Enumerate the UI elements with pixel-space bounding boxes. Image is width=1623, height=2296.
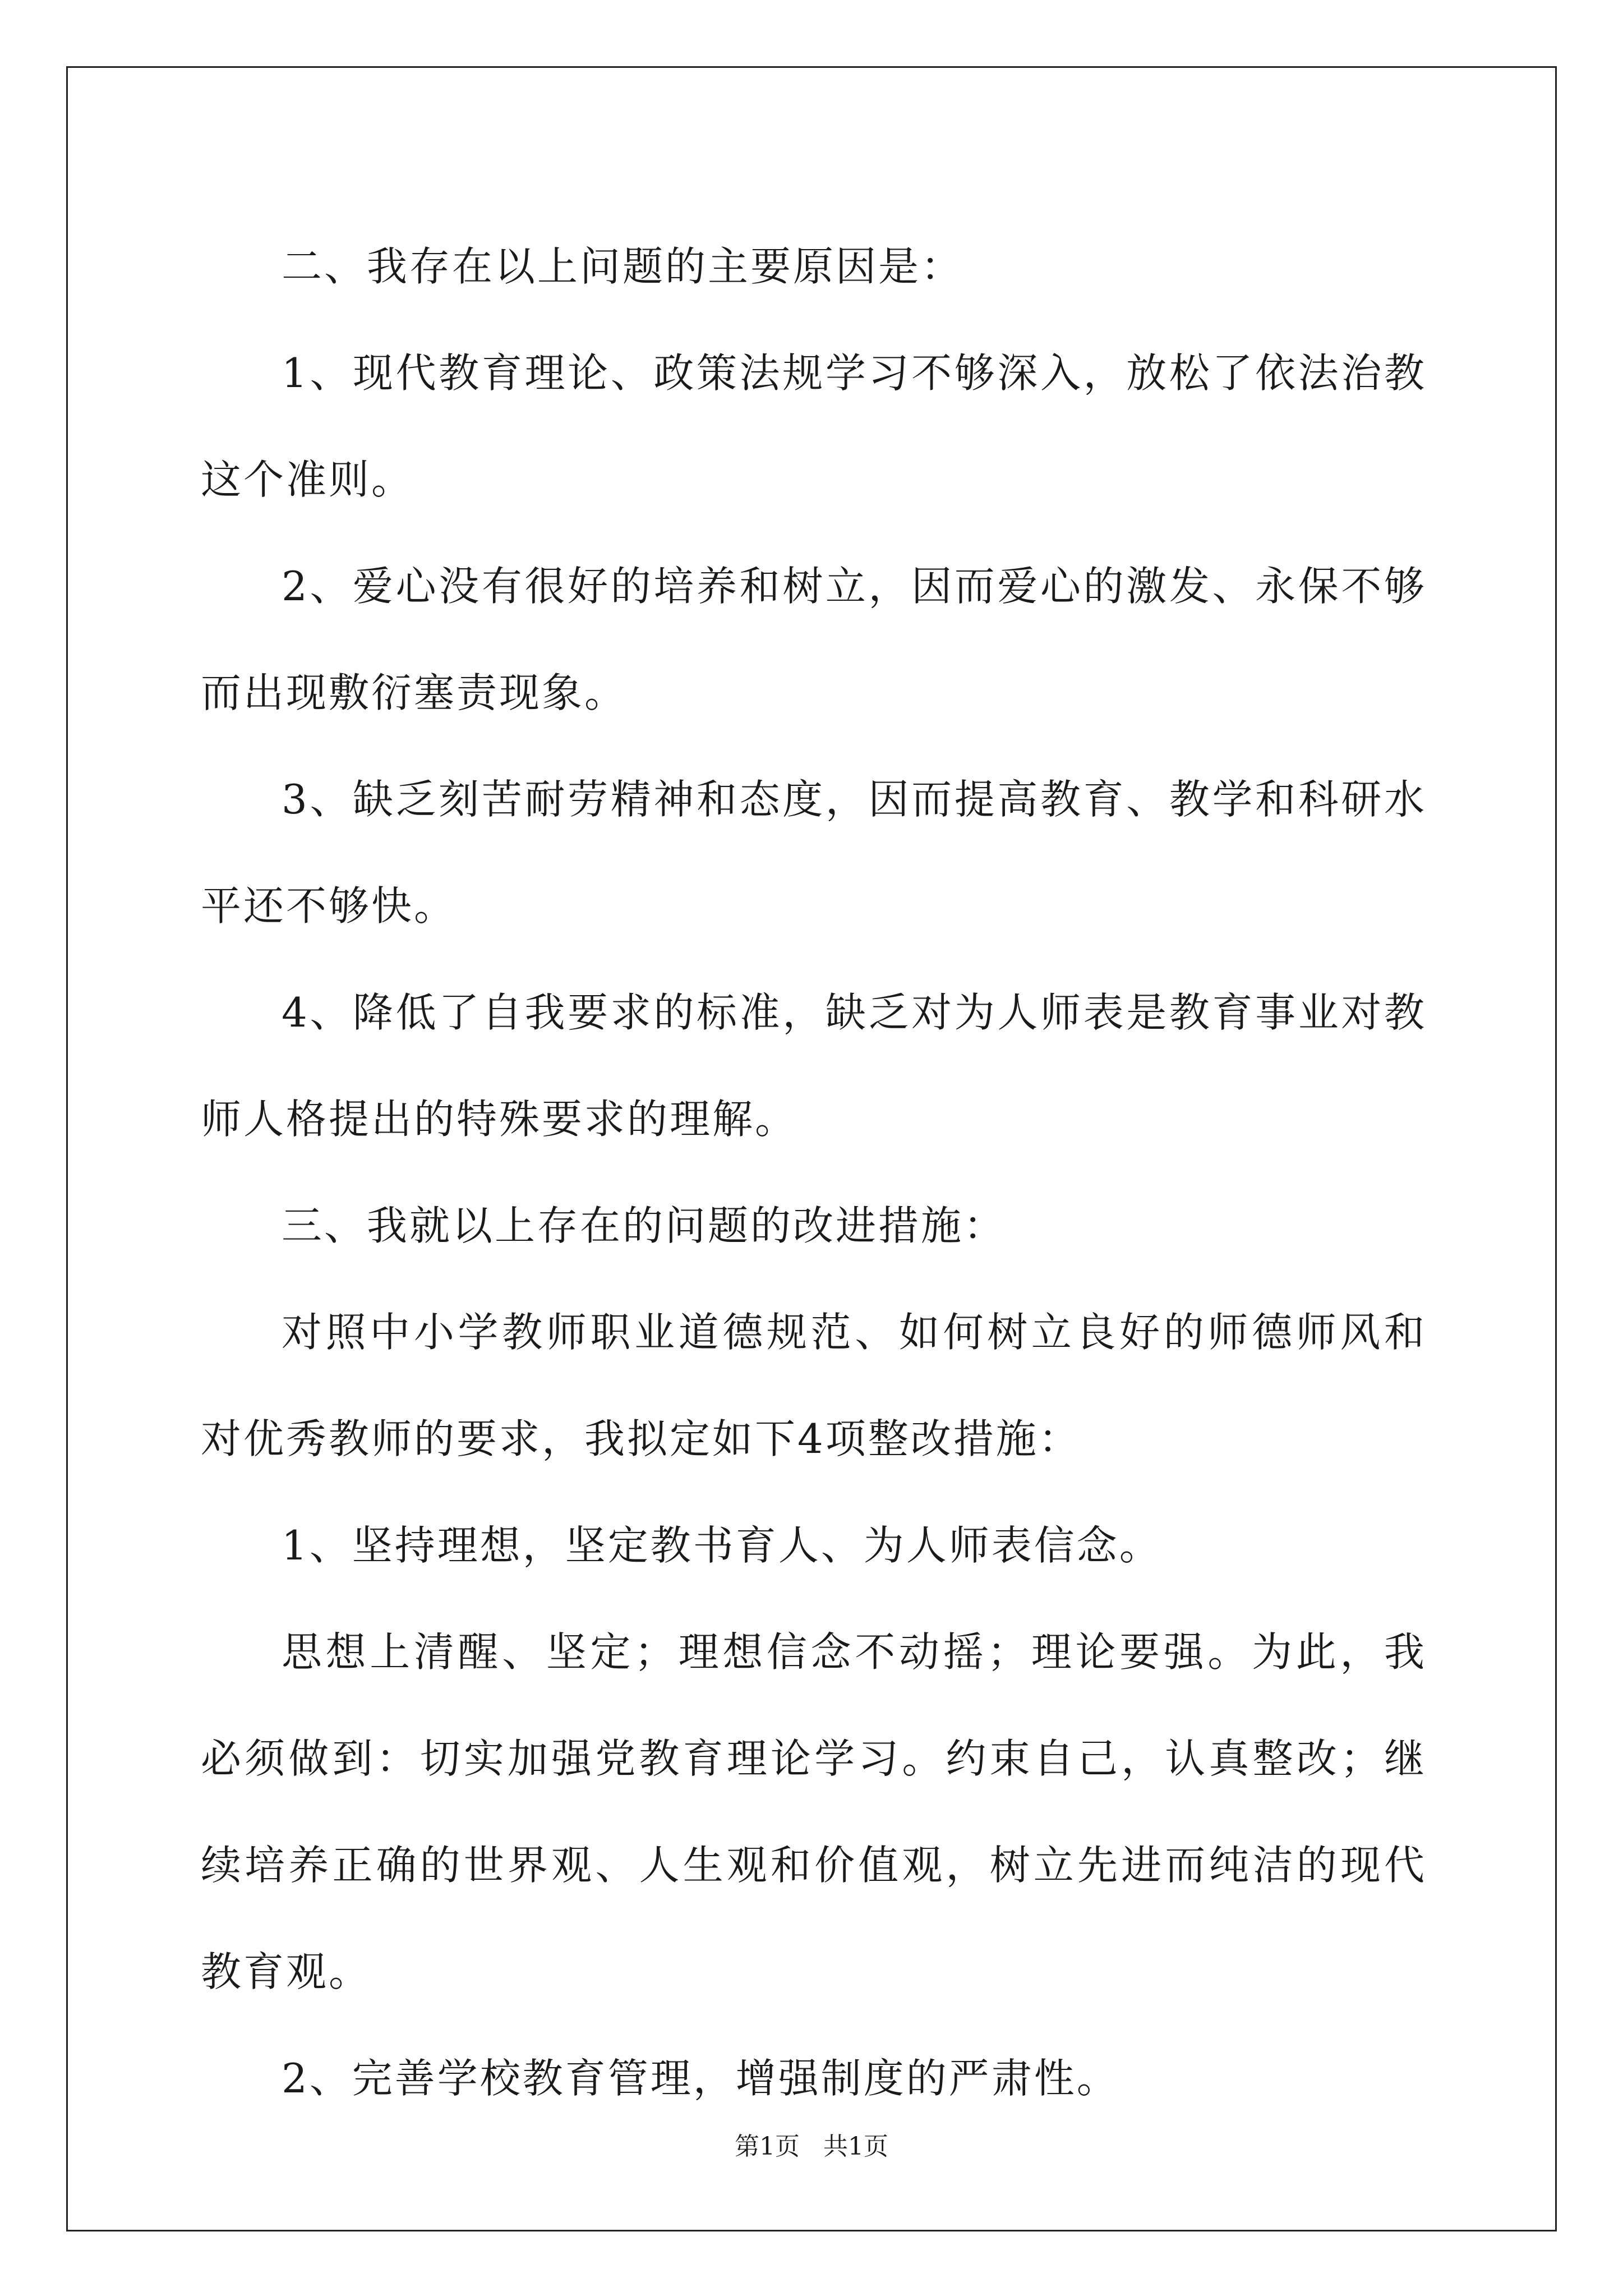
paragraph-reasons-heading: 二、我存在以上问题的主要原因是： <box>282 243 964 290</box>
document-body <box>201 213 1427 2132</box>
paragraph-measure-1-detail: 思想上清醒、坚定；理想信念不动摇；理论要强。为此，我必须做到：切实加强党教育理论学习。约束自己，认真整改；继续培养正确的世界观、人生观和价值观，树立先进而纯洁的现代教育观。 <box>201 1628 1427 1995</box>
paragraph-measure-1: 1、坚持理想，坚定教书育人、为人师表信念。 <box>282 1522 1162 1569</box>
paragraph-measures-intro: 对照中小学教师职业道德规范、如何树立良好的师德师风和对优秀教师的要求，我拟定如下4项整改措施： <box>201 1309 1427 1462</box>
paragraph-reason-2: 2、爱心没有很好的培养和树立，因而爱心的激发、永保不够而出现敷衍塞责现象。 <box>201 563 1427 716</box>
paragraph-reason-4: 4、降低了自我要求的标准，缺乏对为人师表是教育事业对教师人格提出的特殊要求的理解。 <box>201 989 1427 1143</box>
page-footer: 第1页 共1页 <box>735 2132 888 2161</box>
paragraph-measure-2: 2、完善学校教育管理，增强制度的严肃性。 <box>282 2055 1119 2102</box>
paragraph-reason-1: 1、现代教育理论、政策法规学习不够深入，放松了依法治教这个准则。 <box>201 349 1427 503</box>
paragraph-reason-3: 3、缺乏刻苦耐劳精神和态度，因而提高教育、教学和科研水平还不够快。 <box>201 776 1427 930</box>
paragraph-measures-heading: 三、我就以上存在的问题的改进措施： <box>282 1202 1007 1249</box>
